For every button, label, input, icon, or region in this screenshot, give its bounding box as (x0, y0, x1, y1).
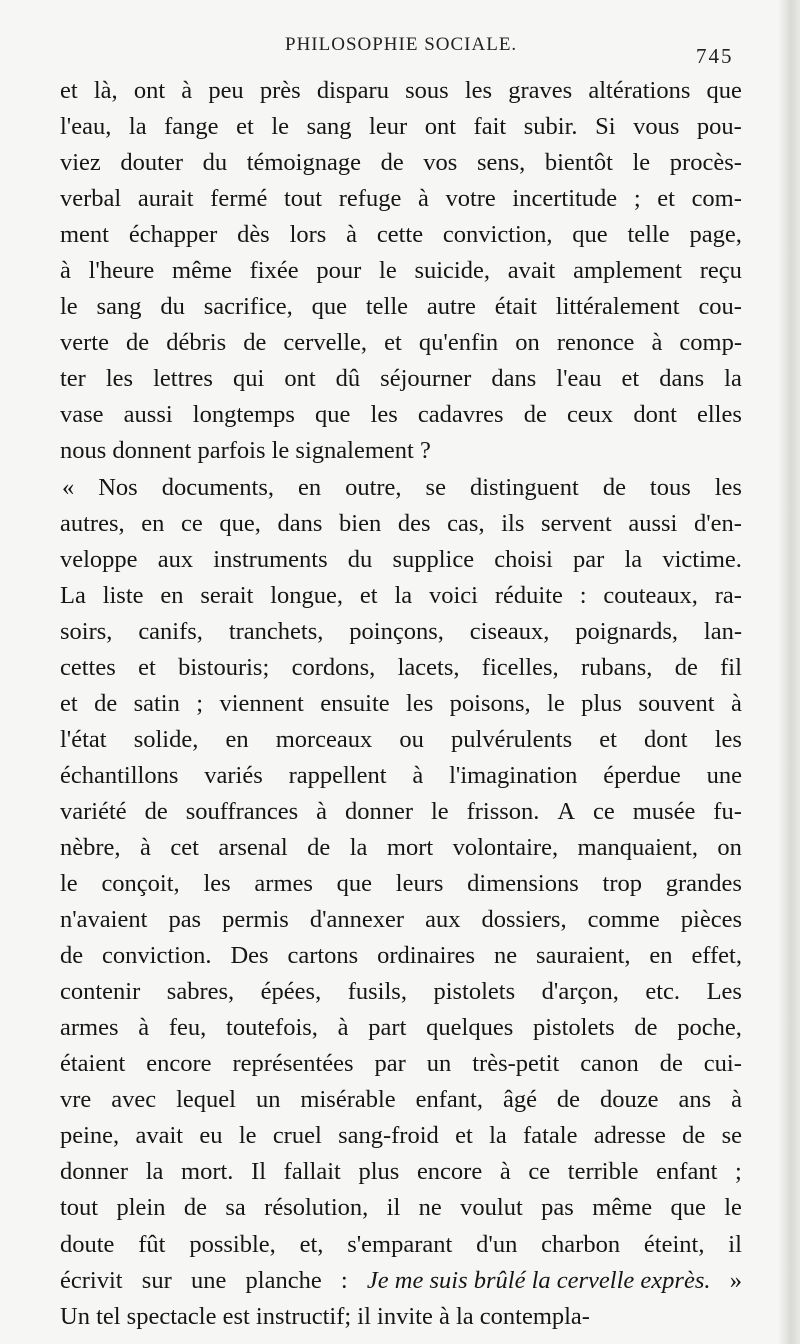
text-line: verbal aurait fermé tout refuge à votre incertitude ; et com- (60, 185, 742, 213)
text-line: étaient encore représentées par un très-petit canon de cui- (60, 1050, 742, 1078)
text-line: cettes et bistouris; cordons, lacets, ficelles, rubans, de fil (60, 653, 742, 681)
text-line: « Nos documents, en outre, se distinguent de tous les (62, 473, 742, 501)
word: : (340, 1266, 348, 1294)
running-head (0, 34, 800, 68)
text-line: de conviction. Des cartons ordinaires ne sauraient, en effet, (60, 942, 742, 970)
text-line: l'état solide, en morceaux ou pulvérulents et dont les (60, 725, 742, 753)
text-line: échantillons variés rappellent à l'imagination éperdue une (60, 761, 742, 789)
text-line: vre avec lequel un misérable enfant, âgé de douze ans à (60, 1086, 742, 1114)
italic-quote: Je me suis brûlé la cervelle exprès. (366, 1266, 711, 1294)
text-line: autres, en ce que, dans bien des cas, ils servent aussi d'en- (60, 509, 742, 537)
text-line: le sang du sacrifice, que telle autre était littéralement cou- (60, 293, 742, 321)
text-line: nèbre, à cet arsenal de la mort volontaire, manquaient, on (60, 833, 742, 861)
text-line: veloppe aux instruments du supplice choisi par la victime. (60, 545, 742, 573)
text-line: armes à feu, toutefois, à part quelques pistolets de poche, (60, 1014, 742, 1042)
word: planche (245, 1266, 322, 1294)
text-line: ment échapper dès lors à cette conviction, que telle page, (60, 221, 742, 249)
text-line: le conçoit, les armes que leurs dimensions trop grandes (60, 870, 742, 898)
page-number: 745 (696, 44, 734, 68)
text-line: vase aussi longtemps que les cadavres de ceux dont elles (60, 401, 742, 429)
text-line: n'avaient pas permis d'annexer aux dossiers, comme pièces (60, 906, 742, 934)
word: écrivit (60, 1266, 123, 1294)
body-text (60, 73, 742, 1335)
closing-guillemet: » (729, 1266, 742, 1294)
text-line: doute fût possible, et, s'emparant d'un charbon éteint, il (60, 1230, 742, 1258)
text-line: contenir sabres, épées, fusils, pistolets d'arçon, etc. Les (60, 978, 742, 1006)
word: une (190, 1266, 227, 1294)
text-line: à l'heure même fixée pour le suicide, avait amplement reçu (60, 257, 742, 285)
text-line: et de satin ; viennent ensuite les poisons, le plus souvent à (60, 689, 742, 717)
text-line: et là, ont à peu près disparu sous les graves altérations que (60, 77, 742, 104)
word: sur (141, 1266, 172, 1294)
text-line: verte de débris de cervelle, et qu'enfin on renonce à comp- (60, 329, 742, 357)
text-line: ter les lettres qui ont dû séjourner dans l'eau et dans la (60, 365, 742, 393)
text-line: tout plein de sa résolution, il ne voulut pas même que le (60, 1194, 742, 1222)
text-line: nous donnent parfois le signalement ? (60, 437, 431, 465)
text-line: La liste en serait longue, et la voici réduite : couteaux, ra- (60, 581, 742, 609)
text-line: soirs, canifs, tranchets, poinçons, ciseaux, poignards, lan- (60, 617, 742, 645)
text-line: donner la mort. Il fallait plus encore à ce terrible enfant ; (60, 1158, 742, 1186)
text-line: variété de souffrances à donner le frisson. A ce musée fu- (60, 797, 742, 825)
text-line: peine, avait eu le cruel sang-froid et la fatale adresse de se (60, 1122, 742, 1150)
running-title: PHILOSOPHIE SOCIALE. (285, 34, 518, 55)
text-line: Un tel spectacle est instructif; il invite à la contempla- (60, 1302, 590, 1330)
text-line (60, 1263, 742, 1299)
text-line: viez douter du témoignage de vos sens, bientôt le procès- (60, 149, 742, 177)
text-line: l'eau, la fange et le sang leur ont fait subir. Si vous pou- (60, 113, 742, 141)
page-edge-shadow (778, 0, 800, 1344)
